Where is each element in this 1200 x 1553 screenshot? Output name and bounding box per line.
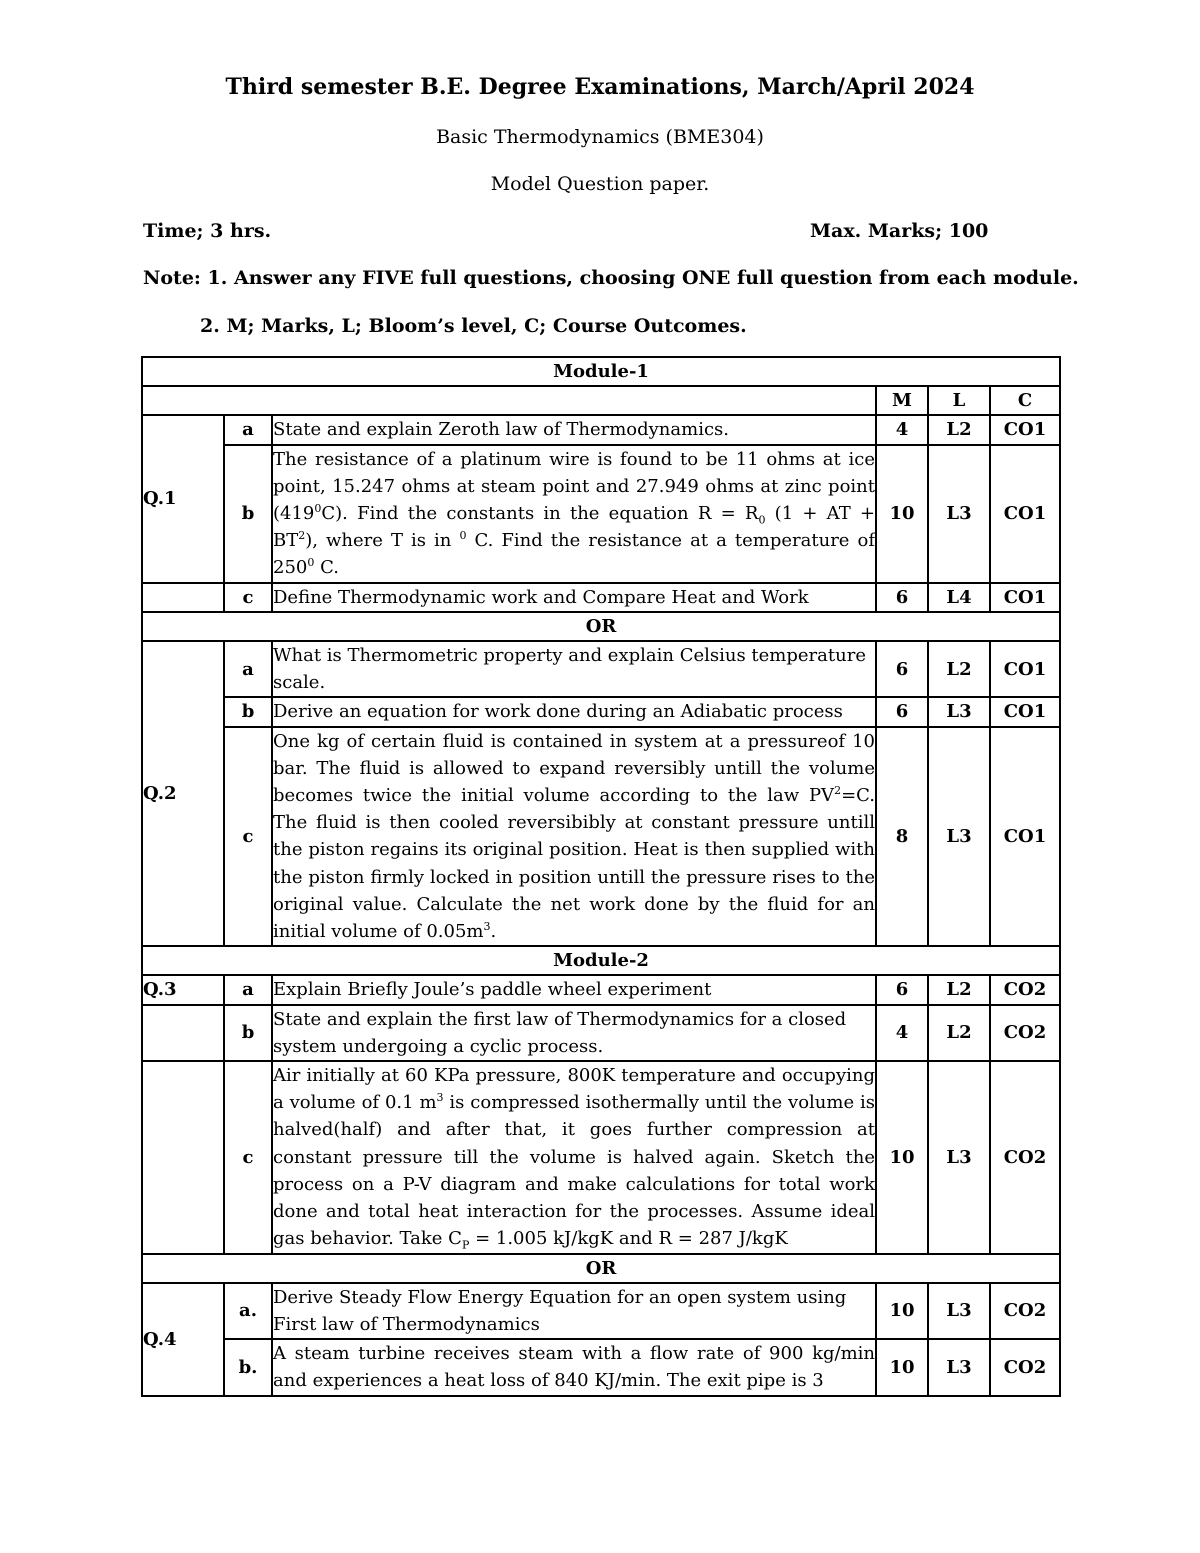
part-label: a bbox=[224, 641, 272, 697]
question-text: A steam turbine receives steam with a flow rate of 900 kg/min and experiences a heat loss of 840 KJ/min. The exit pipe is 3 bbox=[272, 1339, 876, 1395]
table-row bbox=[142, 583, 1060, 612]
table-row bbox=[142, 697, 1060, 726]
level-cell: L3 bbox=[928, 1283, 990, 1339]
table-row bbox=[142, 1005, 1060, 1061]
table-row bbox=[142, 1339, 1060, 1395]
table-row bbox=[142, 975, 1060, 1004]
co-cell: CO1 bbox=[990, 641, 1060, 697]
or-divider: OR bbox=[142, 612, 1060, 641]
co-cell: CO1 bbox=[990, 415, 1060, 444]
table-row bbox=[142, 415, 1060, 444]
marks-cell: 4 bbox=[876, 1005, 928, 1061]
level-cell: L2 bbox=[928, 641, 990, 697]
marks-cell: 6 bbox=[876, 641, 928, 697]
marks-cell: 6 bbox=[876, 975, 928, 1004]
table-row bbox=[142, 1061, 1060, 1253]
question-text: One kg of certain fluid is contained in system at a pressureof 10 bar. The fluid is allowed to expand reversibly untill the volume becomes twice the initial volume according to the law $PV^2=C$. The fluid is then cooled reversibibly at constant pressure untill the piston regains its original position. Heat is then supplied with the piston firmly locked in position untill the pressure rises to the original value. Calculate the net work done by the fluid for an initial volume of $0.05m^3$. bbox=[272, 727, 876, 947]
co-cell: CO2 bbox=[990, 975, 1060, 1004]
paper-type: Model Question paper. bbox=[490, 173, 710, 195]
blank-cell bbox=[142, 1005, 224, 1061]
subject-title: Basic Thermodynamics (BME304) bbox=[436, 126, 764, 148]
part-label: a. bbox=[224, 1283, 272, 1339]
co-cell: CO2 bbox=[990, 1283, 1060, 1339]
co-cell: CO2 bbox=[990, 1061, 1060, 1253]
part-label: b bbox=[224, 697, 272, 726]
marks-cell: 10 bbox=[876, 1339, 928, 1395]
marks-cell: 6 bbox=[876, 583, 928, 612]
part-label: b bbox=[224, 445, 272, 583]
col-header-level: L bbox=[928, 386, 990, 415]
time-allowed: Time; 3 hrs. bbox=[143, 220, 272, 242]
question-text: Derive an equation for work done during an Adiabatic process bbox=[272, 697, 876, 726]
exam-title: Third semester B.E. Degree Examinations, March/April 2024 bbox=[225, 74, 975, 100]
part-label: b. bbox=[224, 1339, 272, 1395]
level-cell: L3 bbox=[928, 697, 990, 726]
part-label: c bbox=[224, 727, 272, 947]
question-number: Q.4 bbox=[142, 1283, 224, 1396]
level-cell: L2 bbox=[928, 1005, 990, 1061]
table-row bbox=[142, 727, 1060, 947]
level-cell: L3 bbox=[928, 1339, 990, 1395]
question-text: State and explain the first law of Thermodynamics for a closed system undergoing a cyclic process. bbox=[272, 1005, 876, 1061]
level-cell: L3 bbox=[928, 727, 990, 947]
note-2: 2. M; Marks, L; Bloom’s level, C; Course Outcomes. bbox=[200, 315, 747, 337]
note-1: Note: 1. Answer any FIVE full questions, choosing ONE full question from each module. bbox=[143, 267, 1079, 289]
table-row bbox=[142, 445, 1060, 583]
question-text: Derive Steady Flow Energy Equation for an open system using First law of Thermodynamics bbox=[272, 1283, 876, 1339]
question-text: What is Thermometric property and explain Celsius temperature scale. bbox=[272, 641, 876, 697]
part-label: a bbox=[224, 975, 272, 1004]
marks-cell: 4 bbox=[876, 415, 928, 444]
module-heading: Module-2 bbox=[142, 946, 1060, 975]
marks-cell: 8 bbox=[876, 727, 928, 947]
level-cell: L2 bbox=[928, 415, 990, 444]
level-cell: L3 bbox=[928, 1061, 990, 1253]
question-text: Explain Briefly Joule’s paddle wheel experiment bbox=[272, 975, 876, 1004]
part-label: a bbox=[224, 415, 272, 444]
level-cell: L2 bbox=[928, 975, 990, 1004]
part-label: c bbox=[224, 583, 272, 612]
co-cell: CO1 bbox=[990, 583, 1060, 612]
header-blank bbox=[142, 386, 876, 415]
marks-cell: 10 bbox=[876, 1061, 928, 1253]
question-number: Q.2 bbox=[142, 641, 224, 946]
question-text: Define Thermodynamic work and Compare Heat and Work bbox=[272, 583, 876, 612]
question-number: Q.1 bbox=[142, 415, 224, 582]
question-text: State and explain Zeroth law of Thermodynamics. bbox=[272, 415, 876, 444]
question-table bbox=[141, 356, 1061, 1397]
co-cell: CO1 bbox=[990, 727, 1060, 947]
level-cell: L3 bbox=[928, 445, 990, 583]
co-cell: CO2 bbox=[990, 1339, 1060, 1395]
question-text: The resistance of a platinum wire is found to be 11 ohms at ice point, 15.247 ohms at steam point and 27.949 ohms at zinc point $(419^0C)$. Find the constants in the equation $R = R_0$ (1 + AT + $BT^2$), where T is in $^0$ C. Find the resistance at a temperature of $250^0$ C. bbox=[272, 445, 876, 583]
col-header-co: C bbox=[990, 386, 1060, 415]
table-row bbox=[142, 641, 1060, 697]
blank-cell bbox=[142, 583, 224, 612]
marks-cell: 10 bbox=[876, 445, 928, 583]
question-number: Q.3 bbox=[142, 975, 224, 1004]
marks-cell: 6 bbox=[876, 697, 928, 726]
col-header-marks: M bbox=[876, 386, 928, 415]
module-heading: Module-1 bbox=[142, 357, 1060, 386]
question-text: Air initially at 60 KPa pressure, 800K temperature and occupying a volume of 0.1 $m^3$ is compressed isothermally until the volume is halved(half) and after that, it goes further compression at constant pressure till the volume is halved again. Sketch the process on a P-V diagram and make calculations for total work done and total heat interaction for the processes. Assume ideal gas behavior. Take $C_P = 1.005$ kJ/kgK and R = 287 J/kgK bbox=[272, 1061, 876, 1253]
co-cell: CO1 bbox=[990, 697, 1060, 726]
or-divider: OR bbox=[142, 1254, 1060, 1283]
max-marks: Max. Marks; 100 bbox=[810, 220, 989, 242]
blank-cell bbox=[142, 1061, 224, 1253]
co-cell: CO1 bbox=[990, 445, 1060, 583]
part-label: c bbox=[224, 1061, 272, 1253]
co-cell: CO2 bbox=[990, 1005, 1060, 1061]
marks-cell: 10 bbox=[876, 1283, 928, 1339]
part-label: b bbox=[224, 1005, 272, 1061]
level-cell: L4 bbox=[928, 583, 990, 612]
table-row bbox=[142, 1283, 1060, 1339]
